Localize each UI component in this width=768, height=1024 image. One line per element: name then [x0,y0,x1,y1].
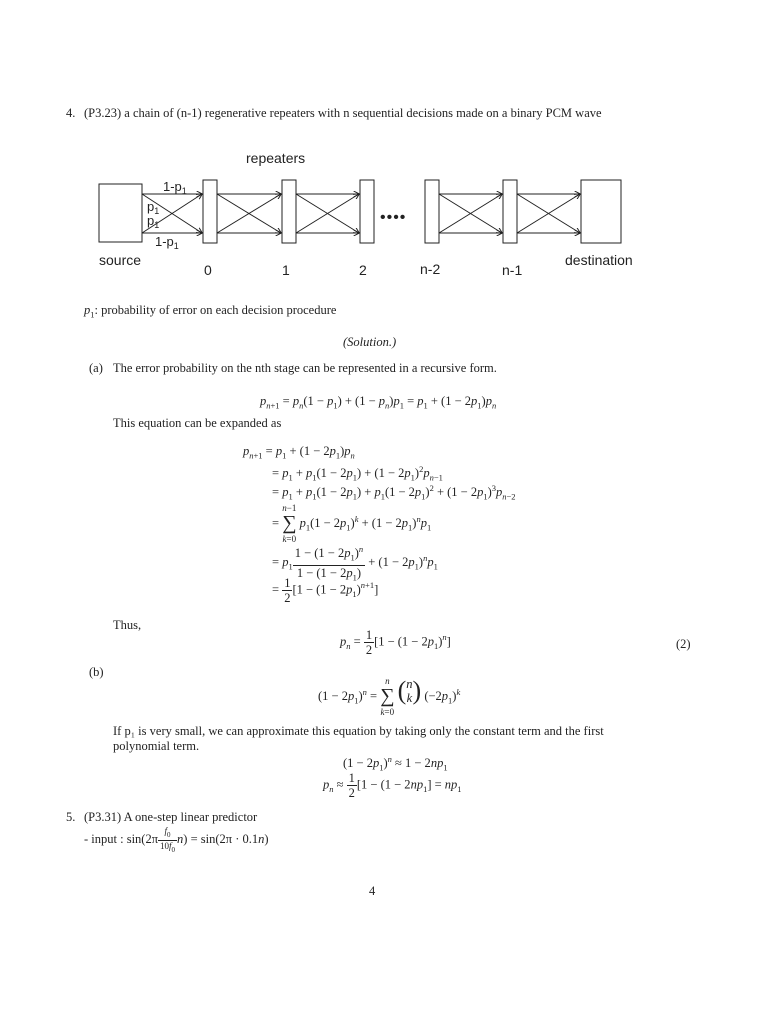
label-cross-p1-b: $p_1$ [147,213,160,230]
binomial-equation: $(1 - 2p_1)^n = n$ ∑ k=0 (n k) $(-2p_1)^k$ [318,676,461,717]
channel-n2-n1 [439,194,502,233]
approx-equation-2: $p_n$ ≈ $\frac{1}{2}$ [$1 - (1 - 2np_1] = np_1$ [323,771,462,800]
source-box [99,184,142,242]
expansion-line-4: = n−1 ∑ k=0 $p_1(1 - 2p_1)^k + (1 - 2p_1)^np_1$ [272,503,432,544]
expansion-line-5: = $p_1$ $\frac{1 - (1 - 2p_1)^n}{1 - (1 - 2p_1)}$ + $(1 - 2p_1)^np_1$ [272,544,438,583]
expansion-line-6: = $\frac{1}{2}$ $[1 - (1 - 2p_1)^{n+1}]$ [272,576,379,605]
result-equation: $p_n$ = $\frac{1}{2}$ $[1 - (1 - 2p_1)^n]$ [340,628,451,657]
problem-4-title: (P3.23) a chain of (n-1) regenerative repeaters with n sequential decisions made on a binary PCM wave [84,106,602,120]
stage-label-1: 1 [282,262,290,278]
expansion-line-1: $p_{n+1} = p_1 + (1 - 2p_1)p_n$ [243,444,355,461]
stage-label-n-2: n-2 [420,261,441,277]
stage-label-n-1: n-1 [502,262,523,278]
equation-number: (2) [676,637,691,651]
repeater-box-n-2 [425,180,439,243]
problem-5-input: - input : sin(2π $\frac{f_0}{10f_0}$ n) = sin(2π · 0.1n) [84,826,269,854]
ellipsis-dots: •••• [380,209,407,226]
recursive-equation: $p_{n+1} = p_n(1 - p_1) + (1 - p_n)p_1 = p_1 + (1 - 2p_1)p_n$ [260,394,497,411]
destination-box [581,180,621,243]
stage-label-0: 0 [204,262,212,278]
repeater-box-1 [282,180,296,243]
part-a-label: (a) [89,361,103,375]
part-b-text-1: If p₁ is very small, we can approximate this equation by taking only the constant term and the first [113,724,604,738]
p1-definition: $p_1$: probability of error on each decision procedure [84,303,337,320]
channel-n1-destination [517,194,580,233]
stage-label-2: 2 [359,262,367,278]
channel-1-2 [296,194,359,233]
repeater-box-n-1 [503,180,517,243]
expansion-line-2: = $p_1 + p_1(1 - 2p_1) + (1 - 2p_1)^2p_{n-1}$ [272,464,443,483]
part-a-text: The error probability on the nth stage can be represented in a recursive form. [113,361,497,375]
destination-label: destination [565,252,633,268]
page-number: 4 [369,884,376,898]
source-label: source [99,252,142,268]
problem-5-number: 5. [66,810,76,824]
approx-equation-1: $(1 - 2p_1)^n \approx 1 - 2np_1$ [343,754,448,773]
thus-text: Thus, [113,618,142,632]
expansion-line-3: = $p_1 + p_1(1 - 2p_1) + p_1(1 - 2p_1)^2 + (1 - 2p_1)^3p_{n-2}$ [272,483,516,502]
expanded-text: This equation can be expanded as [113,416,282,430]
repeaters-label: repeaters [246,150,306,166]
repeater-box-0 [203,180,217,243]
label-cross-p1-a: $p_1$ [147,199,160,216]
channel-0-1 [217,194,281,233]
repeater-box-2 [360,180,374,243]
part-b-label: (b) [89,665,104,679]
problem-5-title: (P3.31) A one-step linear predictor [84,810,258,824]
solution-heading: (Solution.) [343,335,397,349]
label-bottom-1-p1: $1-p_1$ [155,234,179,251]
label-top-1-p1: $1-p_1$ [163,179,187,196]
repeater-chain-diagram [0,0,768,300]
part-b-text-2: polynomial term. [113,739,200,753]
problem-4-number: 4. [66,106,76,120]
